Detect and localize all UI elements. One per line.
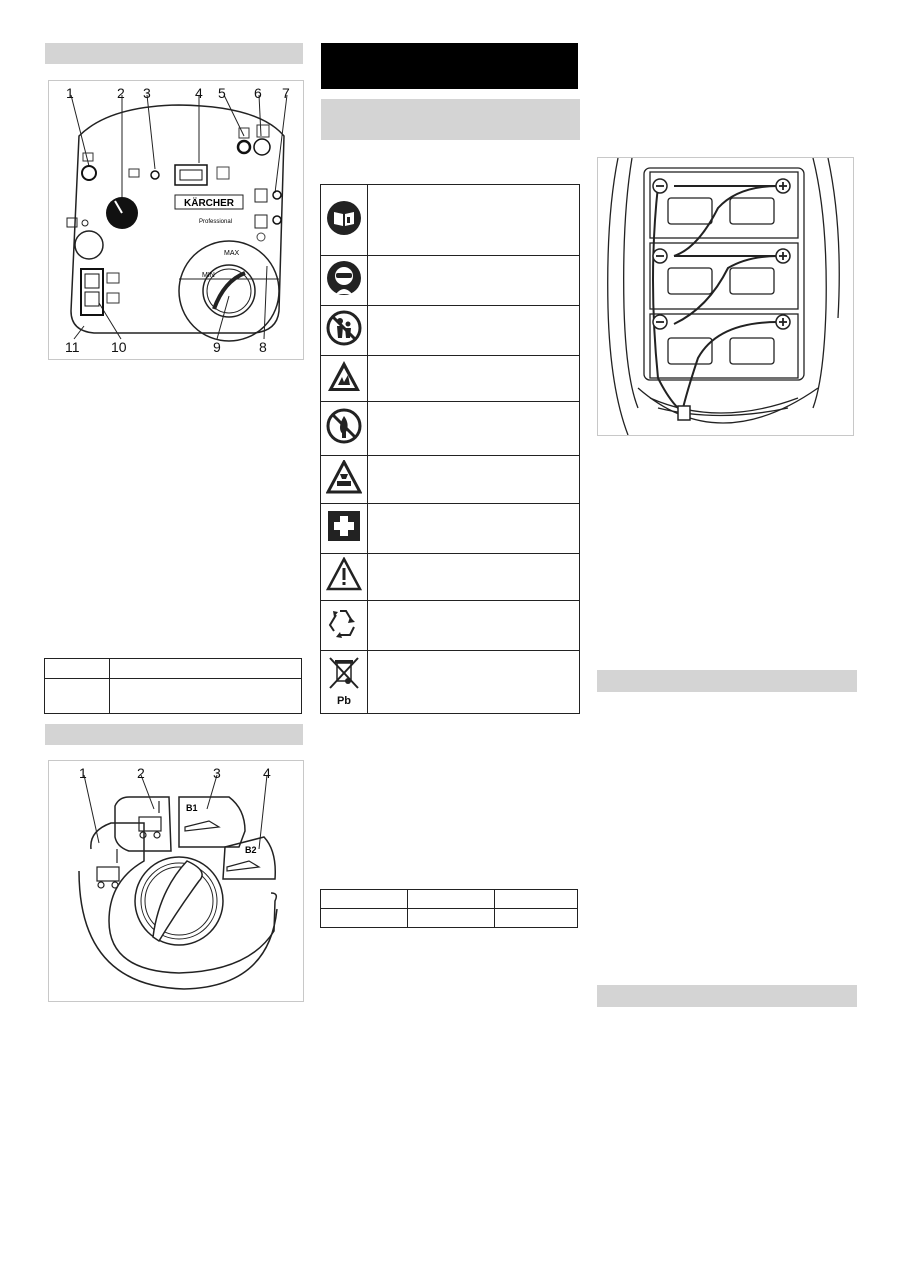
no-open-flame-icon xyxy=(326,408,362,449)
callout-p1: 1 xyxy=(79,765,87,781)
acid-hazard-icon xyxy=(326,460,362,499)
middle-data-table xyxy=(320,889,578,928)
recycle-icon xyxy=(326,605,362,646)
callout-p4: 4 xyxy=(263,765,271,781)
pb-label: Pb xyxy=(336,695,352,707)
symbol-row xyxy=(321,455,579,504)
left-info-table xyxy=(44,658,302,714)
section-header-bar-5 xyxy=(597,985,857,1007)
section-header-bar-3 xyxy=(321,99,580,140)
symbol-row xyxy=(321,553,579,601)
symbol-row xyxy=(321,401,579,456)
symbol-row xyxy=(321,355,579,402)
warning-icon xyxy=(326,557,362,596)
section-header-bar-2 xyxy=(45,724,303,745)
callout-2: 2 xyxy=(117,85,125,101)
callout-5: 5 xyxy=(218,85,226,101)
callout-10: 10 xyxy=(111,339,127,355)
model-line-text: Professional xyxy=(199,219,233,225)
callout-4: 4 xyxy=(195,85,203,101)
read-manual-icon xyxy=(326,200,362,241)
control-panel-drawing xyxy=(49,81,303,359)
symbol-row xyxy=(321,650,579,713)
keep-children-away-icon xyxy=(326,310,362,351)
program-selector-drawing xyxy=(49,761,303,1001)
safety-symbols-table xyxy=(320,184,580,714)
section-header-bar-4 xyxy=(597,670,857,692)
battery-connection-figure xyxy=(597,157,854,436)
symbol-row xyxy=(321,600,579,651)
callout-p3: 3 xyxy=(213,765,221,781)
symbol-row xyxy=(321,503,579,554)
callout-9: 9 xyxy=(213,339,221,355)
section-header-bar-1 xyxy=(45,43,303,64)
battery-disposal-icon xyxy=(328,656,360,695)
symbol-row xyxy=(321,305,579,356)
eye-protection-icon xyxy=(326,260,362,301)
symbol-row xyxy=(321,255,579,306)
callout-7: 7 xyxy=(282,85,290,101)
chapter-title-bar xyxy=(321,43,578,89)
dial-max-label: MAX xyxy=(224,250,240,257)
first-aid-icon xyxy=(326,509,362,548)
brand-logo-text: KÄRCHER xyxy=(184,198,234,209)
dial-min-label: MIN xyxy=(202,272,215,279)
explosion-hazard-icon xyxy=(326,359,362,398)
battery-wiring-drawing xyxy=(598,158,853,435)
symbol-row xyxy=(321,185,579,256)
callout-p2: 2 xyxy=(137,765,145,781)
callout-3: 3 xyxy=(143,85,151,101)
callout-1: 1 xyxy=(66,85,74,101)
callout-11: 11 xyxy=(65,339,80,355)
callout-8: 8 xyxy=(259,339,267,355)
callout-6: 6 xyxy=(254,85,262,101)
program-label-b2: B2 xyxy=(245,845,257,855)
program-label-b1: B1 xyxy=(186,803,198,813)
control-panel-figure xyxy=(48,80,304,360)
program-selector-figure xyxy=(48,760,304,1002)
